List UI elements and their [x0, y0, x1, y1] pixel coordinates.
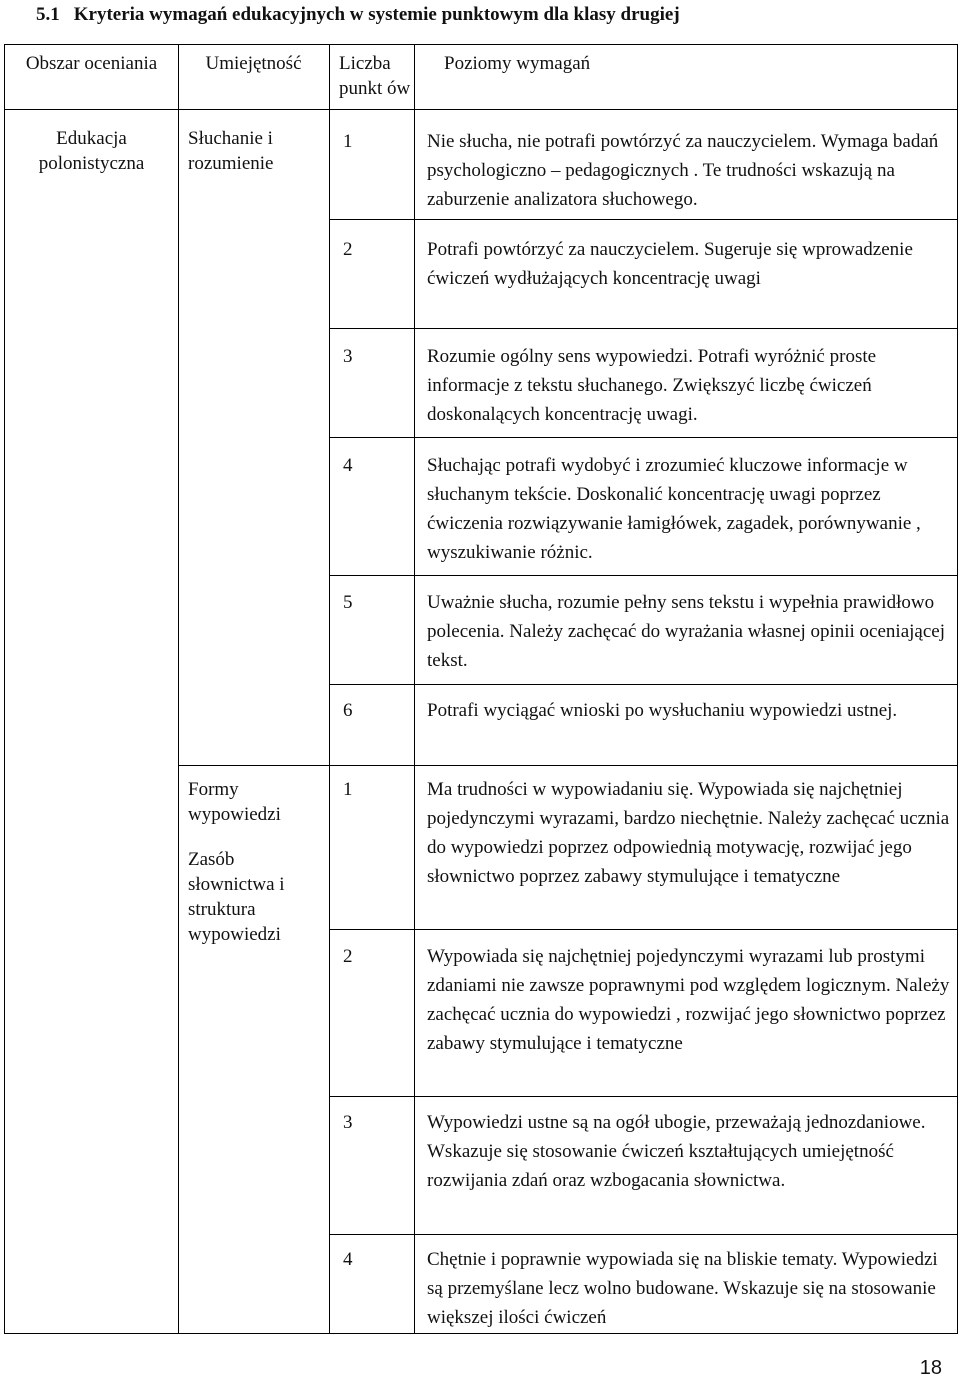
- column-divider: [329, 45, 330, 1333]
- level-description: Słuchając potrafi wydobyć i zrozumieć kluczowe informacje w słuchanym tekście. Doskonalić koncentrację uwagi poprzez ćwiczenia rozwiązywanie łamigłówek, zagadek, porównywanie , wyszukiwanie różnic.: [427, 455, 921, 563]
- header-area: Obszar oceniania: [25, 53, 158, 74]
- points-value: 4: [343, 1249, 353, 1270]
- area-value: Edukacja polonistyczna: [38, 128, 145, 174]
- level-description: Uważnie słucha, rozumie pełny sens tekstu i wypełnia prawidłowo polecenia. Należy zachęcać do wyrażania własnej opinii oceniającej tekst.: [427, 592, 945, 671]
- level-description: Chętnie i poprawnie wypowiada się na bliskie tematy. Wypowiedzi są przemyślane lecz wolno budowane. Wskazuje się na stosowanie większej ilości ćwiczeń: [427, 1249, 938, 1328]
- row-divider: [329, 1096, 957, 1097]
- level-description: Ma trudności w wypowiadaniu się. Wypowiada się najchętniej pojedynczymi wyrazami, bardzo niechętnie. Należy zachęcać ucznia do wypowiedzi poprzez odpowiednią motywację, rozwijać jego słownictwo poprzez zabawy stymulujące i tematyczne: [427, 779, 950, 887]
- section-number: 5.1: [36, 4, 60, 25]
- section-title: Kryteria wymagań edukacyjnych w systemie punktowym dla klasy drugiej: [73, 4, 680, 25]
- skill-listening: Słuchanie i rozumienie: [188, 128, 274, 174]
- header-divider: [5, 109, 957, 110]
- level-description: Wypowiedzi ustne są na ogół ubogie, przeważają jednozdaniowe. Wskazuje się stosowanie ćwiczeń kształtujących umiejętność rozwijania zdań oraz wzbogacania słownictwa.: [427, 1112, 926, 1191]
- column-divider: [178, 45, 179, 1333]
- row-divider: [329, 929, 957, 930]
- header-points: Liczba punkt ów: [339, 53, 411, 99]
- points-value: 1: [343, 131, 353, 152]
- group-divider: [178, 765, 957, 766]
- row-divider: [329, 437, 957, 438]
- requirements-table: [4, 44, 958, 1334]
- page-number: 18: [919, 1357, 942, 1379]
- points-value: 1: [343, 779, 353, 800]
- level-description: Rozumie ogólny sens wypowiedzi. Potrafi wyróżnić proste informacje z tekstu słuchanego. Zwiększyć liczbę ćwiczeń doskonalących koncentrację uwagi.: [427, 346, 877, 425]
- row-divider: [329, 328, 957, 329]
- skill-vocabulary: Zasób słownictwa i struktura wypowiedzi: [188, 849, 285, 945]
- skill-speaking-forms: Formy wypowiedzi: [188, 779, 281, 825]
- column-divider: [414, 45, 415, 1333]
- points-value: 6: [343, 700, 353, 721]
- row-divider: [329, 1234, 957, 1235]
- points-value: 3: [343, 1112, 353, 1133]
- points-value: 2: [343, 239, 353, 260]
- points-value: 4: [343, 455, 353, 476]
- points-value: 2: [343, 946, 353, 967]
- header-skill: Umiejętność: [205, 53, 302, 74]
- level-description: Nie słucha, nie potrafi powtórzyć za nauczycielem. Wymaga badań psychologiczno – pedagogicznych . Te trudności wskazują na zaburzenie analizatora słuchowego.: [427, 131, 939, 210]
- level-description: Potrafi powtórzyć za nauczycielem. Sugeruje się wprowadzenie ćwiczeń wydłużających koncentrację uwagi: [427, 239, 913, 289]
- points-value: 5: [343, 592, 353, 613]
- level-description: Potrafi wyciągać wnioski po wysłuchaniu wypowiedzi ustnej.: [427, 700, 898, 721]
- row-divider: [329, 219, 957, 220]
- row-divider: [329, 684, 957, 685]
- section-heading: [36, 4, 680, 26]
- points-value: 3: [343, 346, 353, 367]
- header-levels: Poziomy wymagań: [444, 53, 591, 74]
- level-description: Wypowiada się najchętniej pojedynczymi wyrazami lub prostymi zdaniami nie zawsze poprawnymi pod względem logicznym. Należy zachęcać ucznia do wypowiedzi , rozwijać jego słownictwo poprzez zabawy stymulujące i tematyczne: [427, 946, 950, 1054]
- row-divider: [329, 575, 957, 576]
